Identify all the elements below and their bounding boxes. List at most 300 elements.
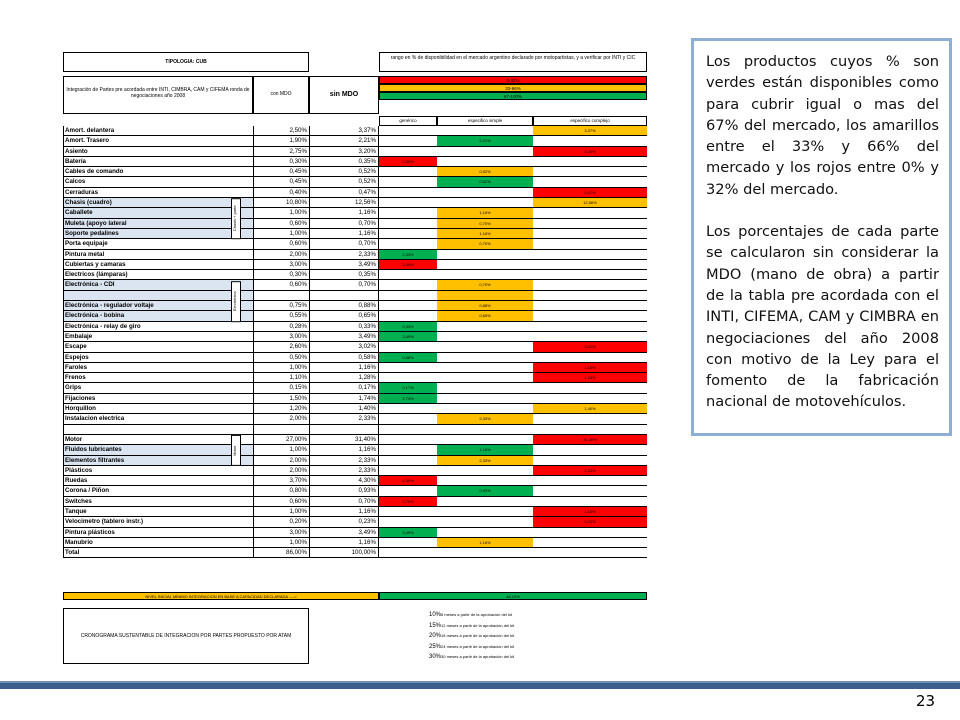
sin-mdo-value: 1,16% — [309, 445, 379, 455]
part-name: Espejos — [63, 353, 253, 363]
availability-cell — [437, 394, 533, 404]
table-row — [63, 250, 647, 260]
table-row — [63, 332, 647, 342]
availability-cell — [533, 322, 647, 332]
availability-cell: 0,70% — [437, 219, 533, 229]
table-row — [63, 456, 647, 466]
availability-cell: 1,28% — [533, 373, 647, 383]
table-header-mid — [63, 76, 647, 114]
table-row — [63, 147, 647, 157]
table-row — [63, 301, 647, 311]
con-mdo-value: 0,40% — [253, 188, 309, 198]
availability-cell: 0,65% — [437, 311, 533, 321]
explanation-paragraph-1: Los productos cuyos % son verdes están disponibles como para cubrir igual o mas del 67% del mercado, los amarillos entre el 33% y 66% del mercado y los rojos entre 0% y 32% del mercado. — [706, 53, 939, 198]
availability-cell — [437, 476, 533, 486]
part-name: Electricos (lámparas) — [63, 270, 253, 280]
availability-cell — [437, 404, 533, 414]
availability-cell — [533, 311, 647, 321]
legend-yellow: 33-66% — [379, 84, 647, 92]
sin-mdo-value: 1,40% — [309, 404, 379, 414]
availability-cell: 1,16% — [437, 229, 533, 239]
sin-mdo-value: 0,65% — [309, 311, 379, 321]
availability-cell — [437, 383, 533, 393]
table-row — [63, 486, 647, 496]
part-name: Escape — [63, 342, 253, 352]
availability-cell: 3,20% — [533, 147, 647, 157]
part-name — [63, 291, 253, 301]
availability-cell — [533, 394, 647, 404]
availability-cell: 2,21% — [437, 136, 533, 146]
part-name: Embalaje — [63, 332, 253, 342]
availability-cell — [437, 373, 533, 383]
availability-cell — [533, 486, 647, 496]
availability-cell: 0,17% — [379, 383, 437, 393]
sin-mdo-value: 1,16% — [309, 507, 379, 517]
availability-cell — [379, 404, 437, 414]
con-mdo-value: 0,60% — [253, 497, 309, 507]
sin-mdo-value: 1,16% — [309, 229, 379, 239]
part-name: Motor — [63, 435, 253, 445]
sin-mdo-value: 0,70% — [309, 239, 379, 249]
sin-mdo-value: 0,88% — [309, 301, 379, 311]
part-name: Muleta (apoyo lateral — [63, 219, 253, 229]
sin-mdo-value: 3,49% — [309, 528, 379, 538]
sin-mdo-value: 0,47% — [309, 188, 379, 198]
availability-cell — [379, 198, 437, 208]
part-name: Pintura metal — [63, 250, 253, 260]
part-name: Amort. Trasero — [63, 136, 253, 146]
availability-cell — [437, 198, 533, 208]
availability-cell — [437, 322, 533, 332]
part-name: Instalacion electrica — [63, 414, 253, 424]
availability-cell — [437, 342, 533, 352]
table-row — [63, 353, 647, 363]
part-name: Grips — [63, 383, 253, 393]
con-mdo-value: 3,00% — [253, 332, 309, 342]
part-name: Faroles — [63, 363, 253, 373]
availability-cell — [379, 208, 437, 218]
availability-cell: 1,16% — [533, 363, 647, 373]
availability-cell — [437, 363, 533, 373]
part-name: Manubrio — [63, 538, 253, 548]
table-row — [63, 219, 647, 229]
sin-mdo-value: 0,70% — [309, 280, 379, 290]
availability-cell — [379, 486, 437, 496]
availability-cell: 1,16% — [533, 507, 647, 517]
group-label: Electrónica — [231, 281, 241, 322]
table-row — [63, 425, 647, 435]
availability-cell — [437, 147, 533, 157]
part-name: Velocimetro (tablero instr.) — [63, 517, 253, 527]
cronograma-steps — [379, 610, 647, 663]
sin-mdo-value: 0,58% — [309, 353, 379, 363]
part-name: Corona / Piñon — [63, 486, 253, 496]
availability-cell — [533, 476, 647, 486]
legend-green: 67-100% — [379, 92, 647, 100]
con-mdo-label: con MDO — [253, 76, 309, 114]
availability-cell — [533, 157, 647, 167]
table-row — [63, 476, 647, 486]
table-row — [63, 157, 647, 167]
availability-cell — [379, 136, 437, 146]
con-mdo-value: 2,60% — [253, 342, 309, 352]
table-row — [63, 466, 647, 476]
table-row — [63, 270, 647, 280]
col-especifico-complejo: especifico complejo — [533, 116, 647, 126]
table-row — [63, 239, 647, 249]
availability-cell: 0,93% — [437, 486, 533, 496]
sin-mdo-value — [309, 291, 379, 301]
con-mdo-value: 3,70% — [253, 476, 309, 486]
sin-mdo-value: 4,30% — [309, 476, 379, 486]
table-row — [63, 208, 647, 218]
sin-mdo-value: 2,33% — [309, 250, 379, 260]
sin-mdo-value: 0,35% — [309, 270, 379, 280]
step-text: 12 meses a partir de la aprobación del kit — [441, 622, 515, 628]
cronograma-step — [379, 642, 647, 653]
sin-mdo-value: 1,16% — [309, 538, 379, 548]
availability-cell: 0,88% — [437, 301, 533, 311]
category-columns — [63, 116, 647, 126]
part-name: Porta equipaje — [63, 239, 253, 249]
con-mdo-value: 1,00% — [253, 208, 309, 218]
con-mdo-value: 0,45% — [253, 167, 309, 177]
con-mdo-value: 0,60% — [253, 280, 309, 290]
availability-cell — [533, 301, 647, 311]
con-mdo-value: 2,00% — [253, 456, 309, 466]
sin-mdo-value: 0,52% — [309, 167, 379, 177]
availability-cell — [437, 466, 533, 476]
availability-cell — [533, 445, 647, 455]
table-row — [63, 198, 647, 208]
nivel-label: NIVEL INICIAL MÍNIMO INTEGRACION EN BASE A CAPACIDAD DECLARADA ----> — [63, 592, 379, 600]
explanation-paragraph-2: Los porcentajes de cada parte se calcularon sin considerar la MDO (mano de obra) a partir de la tabla pre acordada con el INTI, CIFEMA, CAM y CIMBRA en negociaciones del año 2008 con motivo de la Ley para el fomento de la fabricación nacional de motovehículos. — [706, 223, 939, 411]
table-row — [63, 373, 647, 383]
part-name: Frenos — [63, 373, 253, 383]
availability-cell: 1,16% — [437, 445, 533, 455]
con-mdo-value: 0,15% — [253, 383, 309, 393]
step-percent: 25% — [429, 643, 442, 650]
sin-mdo-value: 31,40% — [309, 435, 379, 445]
sin-mdo-value: 3,20% — [309, 147, 379, 157]
con-mdo-value: 1,00% — [253, 229, 309, 239]
availability-cell: 0,52% — [437, 177, 533, 187]
sin-mdo-value: 1,16% — [309, 208, 379, 218]
sin-mdo-value: 3,37% — [309, 126, 379, 136]
availability-cell: 4,30% — [379, 476, 437, 486]
step-text: 30 meses a partir de la aprobación del kit — [441, 654, 515, 659]
con-mdo-value — [253, 291, 309, 301]
availability-cell: 2,33% — [379, 250, 437, 260]
table-row — [63, 394, 647, 404]
con-mdo-value: 0,55% — [253, 311, 309, 321]
availability-cell — [533, 177, 647, 187]
part-name: Batería — [63, 157, 253, 167]
sin-mdo-value: 12,56% — [309, 198, 379, 208]
table-row — [63, 322, 647, 332]
availability-cell — [533, 538, 647, 548]
availability-cell — [437, 332, 533, 342]
availability-cell — [533, 332, 647, 342]
availability-cell: 1,16% — [437, 208, 533, 218]
legend-red: 0-32% — [379, 76, 647, 84]
part-name: Caballete — [63, 208, 253, 218]
availability-cell: 0,70% — [379, 497, 437, 507]
part-name: Plásticos — [63, 466, 253, 476]
col-generico: genérico — [379, 116, 437, 126]
sin-mdo-value — [309, 425, 379, 435]
table-row — [63, 548, 647, 558]
availability-cell — [379, 280, 437, 290]
cronograma-step — [379, 631, 647, 642]
availability-cell: 3,49% — [379, 528, 437, 538]
availability-cell — [533, 250, 647, 260]
nivel-inicial-row — [63, 592, 647, 600]
availability-cell: 31,40% — [533, 435, 647, 445]
cronograma-step — [379, 621, 647, 632]
group-label: Chasis + parte — [231, 198, 241, 239]
availability-cell: 0,58% — [379, 353, 437, 363]
con-mdo-value: 0,80% — [253, 486, 309, 496]
sin-mdo-value: 0,70% — [309, 497, 379, 507]
part-name: Fijaciones — [63, 394, 253, 404]
availability-cell: 0,33% — [379, 322, 437, 332]
step-text: 24 meses a partir de la aprobación del kit — [441, 643, 515, 649]
availability-cell — [533, 280, 647, 290]
table-row — [63, 229, 647, 239]
availability-cell — [437, 291, 533, 301]
availability-cell — [379, 147, 437, 157]
sin-mdo-value: 1,74% — [309, 394, 379, 404]
availability-cell — [379, 239, 437, 249]
con-mdo-value: 0,45% — [253, 177, 309, 187]
sin-mdo-value: 0,52% — [309, 177, 379, 187]
con-mdo-value: 86,00% — [253, 548, 309, 558]
table-row — [63, 342, 647, 352]
step-percent: 30% — [429, 654, 442, 660]
sin-mdo-value: 2,33% — [309, 456, 379, 466]
con-mdo-value: 0,30% — [253, 157, 309, 167]
sin-mdo-value: 0,17% — [309, 383, 379, 393]
tipologia-label: TIPOLOGIA: CUB — [63, 52, 309, 72]
part-name: Tanque — [63, 507, 253, 517]
availability-cell — [379, 548, 437, 558]
availability-cell — [437, 425, 533, 435]
availability-cell: 0,47% — [533, 188, 647, 198]
availability-cell — [379, 126, 437, 136]
sin-mdo-value: 1,16% — [309, 363, 379, 373]
part-name: Electrónica - bobina — [63, 311, 253, 321]
table-row — [63, 188, 647, 198]
cronograma-label: CRONOGRAMA SUSTENTABLE DE INTEGRACION POR PARTES PROPUESTO POR ATAM — [63, 608, 309, 664]
availability-cell — [533, 548, 647, 558]
availability-cell — [437, 157, 533, 167]
availability-cell: 1,40% — [533, 404, 647, 414]
availability-cell — [533, 270, 647, 280]
part-name: Total — [63, 548, 253, 558]
part-name: Electrónica - regulador voltaje — [63, 301, 253, 311]
availability-cell — [533, 219, 647, 229]
availability-cell — [437, 250, 533, 260]
con-mdo-value: 3,00% — [253, 528, 309, 538]
sin-mdo-label: sin MDO — [309, 76, 379, 114]
integration-table — [63, 52, 647, 558]
con-mdo-value: 10,80% — [253, 198, 309, 208]
availability-cell — [437, 497, 533, 507]
availability-cell — [437, 260, 533, 270]
availability-cell — [533, 208, 647, 218]
availability-cell — [379, 363, 437, 373]
availability-cell — [379, 425, 437, 435]
con-mdo-value: 0,60% — [253, 219, 309, 229]
part-name: Pintura plásticos — [63, 528, 253, 538]
table-row — [63, 383, 647, 393]
table-row — [63, 167, 647, 177]
availability-cell — [533, 239, 647, 249]
part-name: Calcos — [63, 177, 253, 187]
availability-cell — [379, 517, 437, 527]
availability-cell — [379, 507, 437, 517]
cronograma-step — [379, 610, 647, 621]
con-mdo-value: 1,50% — [253, 394, 309, 404]
availability-cell: 0,70% — [437, 280, 533, 290]
availability-cell — [379, 373, 437, 383]
availability-cell — [379, 177, 437, 187]
table-row — [63, 445, 647, 455]
availability-cell: 0,52% — [437, 167, 533, 177]
table-row — [63, 517, 647, 527]
con-mdo-value: 2,00% — [253, 414, 309, 424]
availability-cell: 2,33% — [437, 456, 533, 466]
con-mdo-value: 1,00% — [253, 538, 309, 548]
availability-cell: 2,33% — [533, 466, 647, 476]
step-text: 6 meses a partir de la aprobación del kit — [441, 612, 512, 617]
availability-cell — [437, 188, 533, 198]
part-name: Ruedas — [63, 476, 253, 486]
availability-cell — [533, 291, 647, 301]
con-mdo-value: 2,75% — [253, 147, 309, 157]
con-mdo-value: 1,00% — [253, 507, 309, 517]
availability-cell — [437, 528, 533, 538]
part-name: Cables de comando — [63, 167, 253, 177]
availability-cell — [533, 383, 647, 393]
availability-cell — [379, 188, 437, 198]
availability-cell — [379, 301, 437, 311]
table-row — [63, 280, 647, 290]
part-name — [63, 425, 253, 435]
availability-cell — [533, 456, 647, 466]
con-mdo-value: 2,00% — [253, 250, 309, 260]
availability-cell — [379, 445, 437, 455]
availability-cell: 3,49% — [379, 332, 437, 342]
part-name: Asiento — [63, 147, 253, 157]
part-name: Chasis (cuadro) — [63, 198, 253, 208]
sin-mdo-value: 3,49% — [309, 332, 379, 342]
sin-mdo-value: 2,21% — [309, 136, 379, 146]
con-mdo-value: 2,50% — [253, 126, 309, 136]
availability-cell — [379, 291, 437, 301]
footer-bar — [0, 681, 960, 689]
step-text: 18 meses a partir de la aprobación del kit — [441, 633, 515, 638]
table-row — [63, 528, 647, 538]
availability-cell: 0,23% — [533, 517, 647, 527]
availability-cell — [533, 260, 647, 270]
sin-mdo-value: 0,93% — [309, 486, 379, 496]
table-row — [63, 404, 647, 414]
part-name: Amort. delantera — [63, 126, 253, 136]
availability-cell — [379, 456, 437, 466]
con-mdo-value: 2,00% — [253, 466, 309, 476]
sin-mdo-value: 3,49% — [309, 260, 379, 270]
availability-cell — [379, 342, 437, 352]
part-name: Cerraduras — [63, 188, 253, 198]
part-name: Horquillon — [63, 404, 253, 414]
table-row — [63, 507, 647, 517]
con-mdo-value: 0,60% — [253, 239, 309, 249]
availability-cell: 3,49% — [379, 260, 437, 270]
sin-mdo-value: 2,33% — [309, 466, 379, 476]
table-row — [63, 126, 647, 136]
part-name: Electrónica - relay de giro — [63, 322, 253, 332]
availability-cell — [437, 126, 533, 136]
availability-cell — [533, 425, 647, 435]
availability-cell — [379, 229, 437, 239]
availability-cell: 2,33% — [437, 414, 533, 424]
con-mdo-value: 1,20% — [253, 404, 309, 414]
sin-mdo-value: 0,23% — [309, 517, 379, 527]
sin-mdo-value: 1,28% — [309, 373, 379, 383]
availability-cell — [437, 270, 533, 280]
availability-cell: 1,74% — [379, 394, 437, 404]
sin-mdo-value: 0,35% — [309, 157, 379, 167]
availability-cell — [437, 507, 533, 517]
part-name: Elementos filtrantes — [63, 456, 253, 466]
table-header-top — [63, 52, 647, 72]
integracion-label: Integración de Partes pre acordada entre INTI, CIMBRA, CAM y CIFEMA ronda de negociaciones año 2008 — [63, 76, 253, 114]
availability-cell — [379, 538, 437, 548]
con-mdo-value: 1,10% — [253, 373, 309, 383]
availability-cell — [437, 548, 533, 558]
rango-label: rango en % de disponibilidad en el mercado argentino declarado por motopartistas, y a verificar por INTI y CIC — [379, 52, 647, 72]
availability-cell — [533, 136, 647, 146]
con-mdo-value — [253, 425, 309, 435]
group-label: Motor — [231, 435, 241, 466]
table-row — [63, 260, 647, 270]
sin-mdo-value: 3,02% — [309, 342, 379, 352]
page-number: 23 — [916, 692, 936, 710]
availability-cell — [379, 435, 437, 445]
table-body — [63, 126, 647, 558]
availability-cell — [533, 167, 647, 177]
table-row — [63, 177, 647, 187]
step-percent: 15% — [429, 622, 442, 629]
part-name: Cubiertas y camaras — [63, 260, 253, 270]
con-mdo-value: 3,00% — [253, 260, 309, 270]
sin-mdo-value: 0,70% — [309, 219, 379, 229]
con-mdo-value: 1,00% — [253, 363, 309, 373]
availability-cell — [437, 435, 533, 445]
col-especifico-simple: especifico simple — [437, 116, 533, 126]
con-mdo-value: 0,28% — [253, 322, 309, 332]
availability-cell: 3,37% — [533, 126, 647, 136]
table-row — [63, 291, 647, 301]
availability-cell — [533, 229, 647, 239]
table-row — [63, 414, 647, 424]
availability-cell — [379, 466, 437, 476]
nivel-value: 48,12% — [379, 592, 647, 600]
table-row — [63, 311, 647, 321]
cronograma-block — [63, 608, 647, 664]
